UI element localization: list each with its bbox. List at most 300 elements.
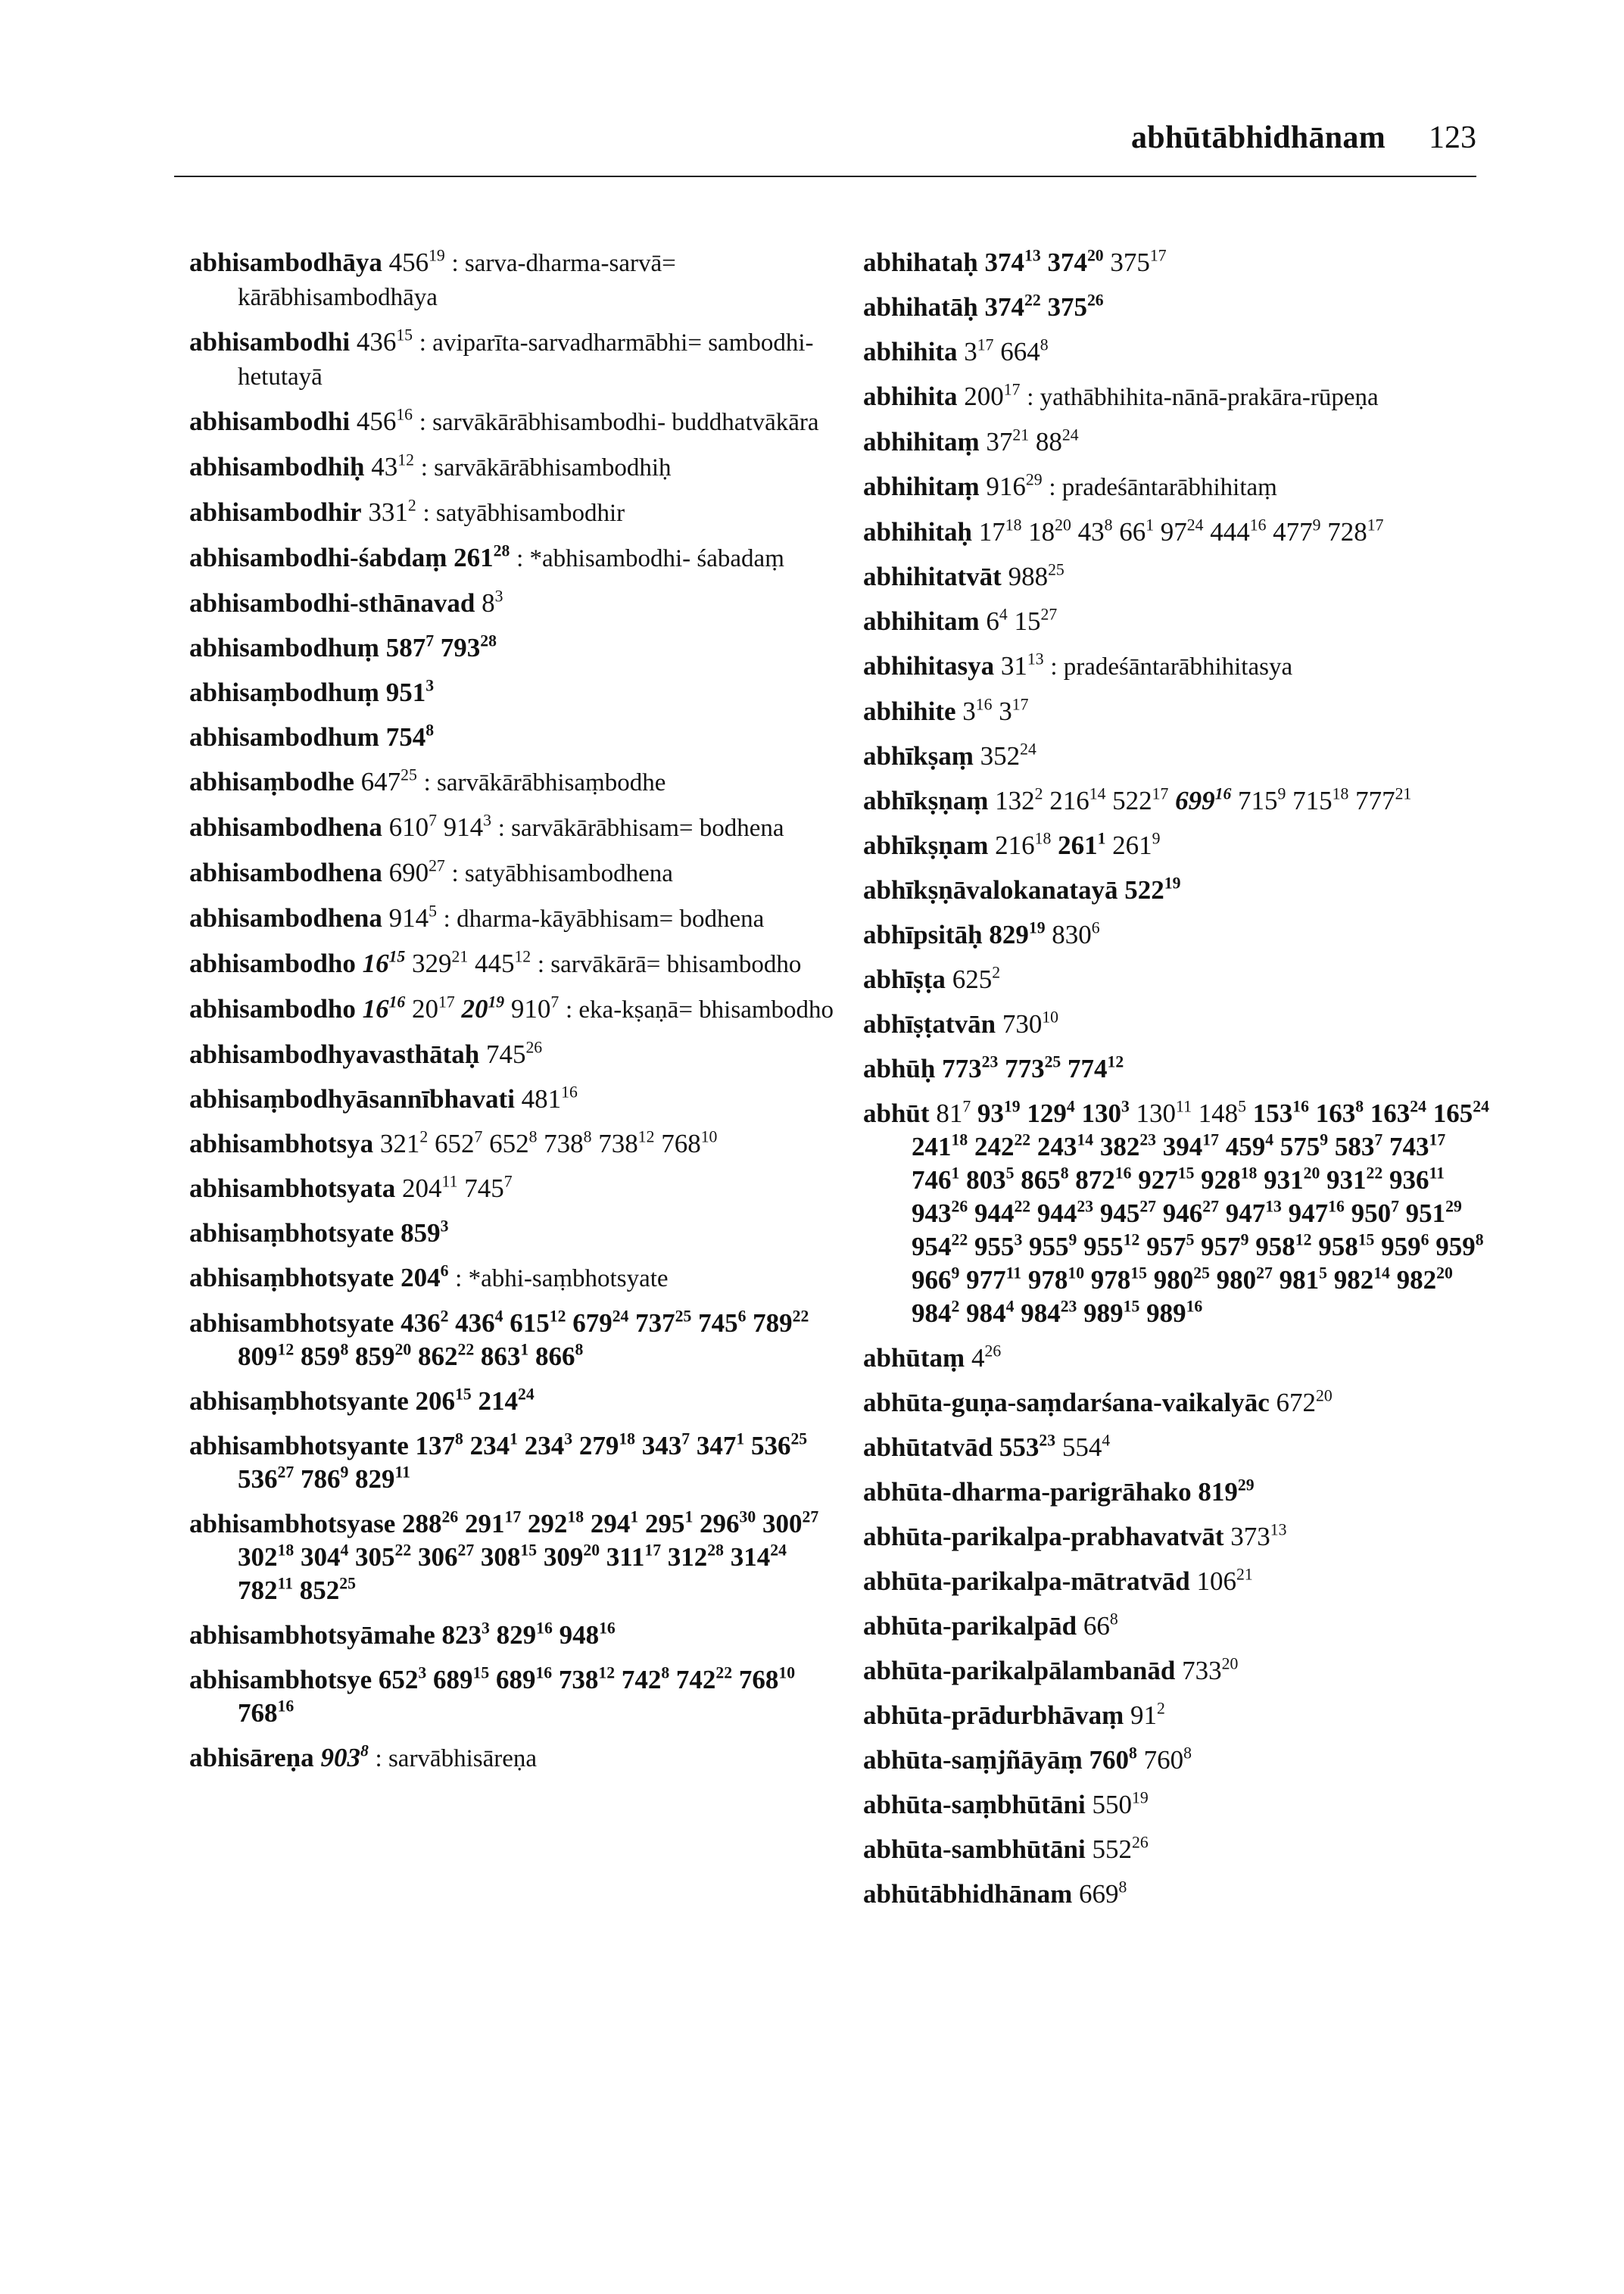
entry-headword: abhihataḥ	[863, 248, 978, 277]
page-reference	[1075, 1165, 1131, 1195]
ref-page: 81	[936, 1099, 963, 1128]
ref-page: 261	[1112, 831, 1152, 860]
index-column-right	[863, 246, 1492, 1922]
ref-page: 4	[971, 1343, 985, 1373]
entry-headword: abhihitam	[863, 606, 980, 636]
ref-line: 4	[340, 1541, 349, 1560]
page-reference	[980, 741, 1036, 771]
page-reference	[1210, 517, 1266, 547]
ref-line: 7	[1391, 1197, 1399, 1216]
ref-line: 2	[407, 496, 416, 515]
page-reference	[985, 248, 1041, 277]
index-entry	[863, 1788, 1492, 1822]
ref-page: 982	[1396, 1265, 1437, 1295]
page-reference	[1217, 1265, 1273, 1295]
ref-line: 24	[1186, 516, 1204, 535]
entry-gloss: : pradeśāntarābhihitasya	[1050, 653, 1293, 681]
page-reference	[444, 812, 491, 842]
ref-page: 773	[942, 1054, 982, 1083]
page-reference	[433, 1665, 489, 1694]
index-entry	[863, 1476, 1492, 1509]
ref-line: 27	[429, 856, 445, 875]
ref-line: 7	[429, 811, 437, 830]
index-entry	[863, 1520, 1492, 1554]
page-reference	[511, 994, 559, 1024]
ref-page: 945	[1099, 1198, 1140, 1228]
ref-page: 20	[461, 994, 488, 1024]
index-entry	[189, 246, 840, 314]
ref-line: 19	[1164, 874, 1181, 893]
ref-page: 374	[984, 248, 1024, 277]
ref-line: 16	[1292, 1097, 1309, 1116]
ref-page: 216	[995, 831, 1035, 860]
page-reference	[974, 1132, 1030, 1161]
ref-line: 19	[1003, 1097, 1021, 1116]
ref-page: 652	[489, 1129, 529, 1158]
page-reference	[1029, 1232, 1077, 1261]
ref-line: 5	[1005, 1164, 1015, 1183]
page-reference	[371, 452, 414, 482]
page-reference	[544, 1542, 600, 1572]
ref-page: 241	[912, 1132, 952, 1161]
page-reference	[1280, 1132, 1328, 1161]
page-reference	[412, 994, 455, 1024]
entry-gloss: : *abhisambodhi- śabadaṃ	[516, 545, 784, 572]
ref-line: 25	[675, 1307, 692, 1326]
ref-page: 625	[952, 965, 993, 994]
entry-headword: abhisambodhena	[189, 812, 382, 842]
page-reference	[1397, 1265, 1453, 1295]
ref-page: 988	[1008, 562, 1049, 591]
ref-page: 950	[1351, 1198, 1392, 1228]
ref-page: 610	[388, 812, 429, 842]
page-reference	[912, 1132, 968, 1161]
ref-page: 296	[700, 1509, 740, 1538]
page-reference	[559, 1665, 615, 1694]
page-reference	[1238, 786, 1286, 815]
ref-line: 24	[770, 1541, 787, 1560]
ref-line: 5	[1238, 1097, 1247, 1116]
ref-page: 679	[572, 1308, 613, 1338]
page-reference	[606, 1542, 661, 1572]
ref-line: 17	[1152, 784, 1169, 803]
page-reference	[1028, 1265, 1084, 1295]
index-entry	[189, 902, 840, 936]
ref-line: 6	[1420, 1230, 1429, 1249]
index-entry	[189, 811, 840, 845]
page-reference	[1198, 1477, 1254, 1507]
index-entry	[189, 405, 840, 439]
index-entry	[863, 874, 1492, 907]
index-entry	[863, 1878, 1492, 1911]
ref-line: 27	[1202, 1197, 1219, 1216]
ref-page: 343	[641, 1431, 682, 1460]
ref-line: 27	[1139, 1197, 1156, 1216]
page-reference	[698, 1308, 746, 1338]
ref-line: 25	[1044, 1052, 1061, 1071]
page-reference	[1318, 1232, 1374, 1261]
page-reference	[510, 1308, 566, 1338]
index-entry	[863, 246, 1492, 279]
ref-page: 947	[1288, 1198, 1329, 1228]
entry-headword: abhihitaṃ	[863, 472, 980, 501]
ref-page: 936	[1389, 1165, 1429, 1195]
page-reference	[635, 1308, 691, 1338]
ref-line: 18	[619, 1429, 636, 1448]
page-reference	[995, 831, 1051, 860]
index-entry	[863, 1008, 1492, 1041]
entry-gloss: : eka-kṣaṇā= bhisambodho	[565, 996, 834, 1024]
ref-page: 261	[1058, 831, 1098, 860]
ref-page: 786	[300, 1464, 341, 1494]
page-reference	[986, 606, 1007, 636]
ref-line: 23	[1139, 1130, 1156, 1149]
ref-page: 959	[1381, 1232, 1421, 1261]
ref-page: 306	[417, 1542, 458, 1572]
ref-line: 18	[1332, 784, 1349, 803]
index-entry	[863, 740, 1492, 773]
ref-page: 647	[360, 767, 401, 796]
entry-headword: abhisambodhir	[189, 497, 362, 527]
index-entry	[189, 1663, 840, 1730]
ref-line: 7	[425, 631, 435, 650]
ref-page: 132	[995, 786, 1035, 815]
ref-line: 12	[598, 1663, 616, 1682]
ref-line: 24	[1061, 425, 1079, 444]
entry-headword: abhisambodhāya	[189, 248, 382, 277]
page-reference	[1199, 1099, 1246, 1128]
index-entry	[863, 1342, 1492, 1375]
entry-gloss: : sarvābhisāreṇa	[375, 1745, 538, 1772]
ref-line: 16	[1214, 784, 1232, 803]
ref-page: 728	[1327, 517, 1367, 547]
ref-line: 29	[1237, 1476, 1255, 1495]
page-reference	[912, 1198, 968, 1228]
ref-page: 745	[698, 1308, 738, 1338]
page-reference	[622, 1665, 669, 1694]
ref-line: 8	[455, 1429, 463, 1448]
ref-page: 829	[355, 1464, 395, 1494]
page-reference	[464, 1173, 512, 1203]
index-entry	[863, 516, 1492, 549]
ref-page: 957	[1201, 1232, 1241, 1261]
ref-line: 17	[1202, 1130, 1219, 1149]
ref-page: 865	[1021, 1165, 1061, 1195]
page-reference	[300, 1576, 356, 1605]
ref-line: 4	[999, 605, 1008, 624]
ref-page: 782	[238, 1576, 278, 1605]
ref-line: 16	[388, 993, 406, 1011]
index-column-left	[189, 246, 840, 1787]
ref-line: 9	[1277, 784, 1286, 803]
page-reference	[1273, 517, 1320, 547]
page-reference	[700, 1509, 756, 1538]
page-reference	[995, 786, 1043, 815]
ref-page: 910	[510, 994, 551, 1024]
entry-gloss: : satyābhisambodhena	[451, 860, 673, 887]
ref-page: 955	[1083, 1232, 1124, 1261]
ref-line: 22	[1014, 1130, 1031, 1149]
ref-line: 21	[1236, 1565, 1253, 1584]
page-reference	[497, 1620, 553, 1650]
page-reference	[1253, 1099, 1309, 1128]
ref-page: 984	[912, 1298, 952, 1328]
ref-page: 16	[362, 994, 389, 1024]
entry-headword: abhūtatvād	[863, 1432, 993, 1462]
ref-line: 7	[962, 1097, 971, 1116]
page-reference	[489, 1129, 537, 1158]
page-reference	[676, 1665, 732, 1694]
ref-page: 321	[379, 1129, 420, 1158]
ref-page: 536	[238, 1464, 278, 1494]
entry-headword: abhūta-parikalpālambanād	[863, 1656, 1176, 1685]
entry-headword: abhisambodhena	[189, 858, 382, 887]
page-reference	[238, 1342, 294, 1371]
entry-headword: abhisaṃbhotsyate	[189, 1218, 394, 1248]
entry-headword: abhisaṃbodhuṃ	[189, 678, 379, 707]
ref-page: 554	[1061, 1432, 1102, 1462]
ref-line: 22	[951, 1230, 968, 1249]
page-reference	[416, 1431, 463, 1460]
entry-headword: abhisambodhiḥ	[189, 452, 365, 482]
entry-gloss: : sarvākārā= bhisambodho	[537, 951, 802, 978]
page-reference	[1062, 1432, 1110, 1462]
ref-line: 18	[1240, 1164, 1258, 1183]
ref-page: 715	[1238, 786, 1278, 815]
entry-headword: abhīkṣṇaṃ	[863, 786, 989, 815]
entry-headword: abhīkṣṇāvalokanatayā	[863, 875, 1118, 905]
page-reference	[1110, 248, 1166, 277]
ref-line: 11	[1176, 1097, 1192, 1116]
ref-line: 1	[1146, 516, 1155, 535]
ref-page: 859	[300, 1342, 341, 1371]
ref-page: 768	[238, 1698, 278, 1728]
ref-page: 745	[485, 1039, 526, 1069]
ref-line: 13	[1024, 246, 1041, 265]
page-reference	[1027, 1099, 1074, 1128]
page-reference	[1058, 831, 1105, 860]
page-reference	[1068, 1054, 1124, 1083]
page-reference	[418, 1542, 474, 1572]
ref-line: 8	[360, 1741, 369, 1760]
page-reference	[1389, 1165, 1445, 1195]
page-reference	[1163, 1132, 1219, 1161]
page-reference	[1037, 1198, 1093, 1228]
entry-headword: abhisambhotsye	[189, 1665, 372, 1694]
ref-page: 981	[1279, 1265, 1320, 1295]
ref-line: 8	[1355, 1097, 1364, 1116]
index-entry	[863, 1052, 1492, 1086]
ref-page: 931	[1326, 1165, 1367, 1195]
ref-line: 3	[494, 587, 503, 606]
entry-headword: abhisambodhi	[189, 407, 351, 436]
page-reference	[966, 1298, 1014, 1328]
ref-line: 4	[1102, 1431, 1111, 1450]
ref-line: 19	[429, 246, 445, 265]
page-reference	[1351, 1198, 1399, 1228]
ref-line: 26	[1086, 291, 1104, 310]
ref-line: 26	[984, 1342, 1002, 1361]
ref-page: 375	[1047, 292, 1087, 322]
ref-page: 445	[474, 949, 515, 978]
page-reference	[999, 697, 1028, 726]
entry-headword: abhihitaṃ	[863, 427, 980, 457]
ref-page: 699	[1175, 786, 1215, 815]
page-reference	[1138, 1165, 1194, 1195]
entry-headword: abhisambodho	[189, 949, 356, 978]
page-reference	[454, 543, 510, 572]
ref-line: 11	[277, 1574, 293, 1593]
page-reference	[1335, 1132, 1382, 1161]
page-reference	[1083, 1298, 1139, 1328]
ref-line: 15	[472, 1663, 490, 1682]
ref-line: 12	[1295, 1230, 1312, 1249]
ref-line: 23	[1077, 1197, 1094, 1216]
ref-page: 444	[1210, 517, 1250, 547]
page-reference	[1005, 1054, 1061, 1083]
entry-headword: abhūtaṃ	[863, 1343, 965, 1373]
page-reference	[1161, 517, 1204, 547]
ref-page: 823	[441, 1620, 482, 1650]
entry-headword: abhūta-saṃjñāyāṃ	[863, 1745, 1083, 1775]
ref-line: 27	[802, 1507, 819, 1526]
page-reference	[1136, 1099, 1192, 1128]
page-reference	[402, 1173, 457, 1203]
entry-headword: abhisambhotsyase	[189, 1509, 396, 1538]
ref-page: 754	[385, 722, 426, 752]
entry-headword: abhūt	[863, 1099, 930, 1128]
page-reference	[560, 1620, 616, 1650]
page-reference	[482, 588, 503, 618]
page-reference	[522, 1084, 578, 1114]
page-reference	[389, 812, 437, 842]
ref-line: 20	[1303, 1164, 1320, 1183]
page-reference	[1124, 875, 1180, 905]
ref-line: 1	[520, 1340, 529, 1359]
ref-line: 15	[1123, 1297, 1140, 1316]
ref-page: 768	[738, 1665, 779, 1694]
page-reference	[355, 1464, 410, 1494]
ref-page: 294	[590, 1509, 631, 1538]
ref-page: 88	[1035, 427, 1062, 457]
entry-headword: abhisambodhuṃ	[189, 633, 379, 662]
page-reference	[1435, 1232, 1483, 1261]
ref-line: 12	[1107, 1052, 1124, 1071]
ref-page: 803	[966, 1165, 1006, 1195]
ref-page: 3	[964, 337, 977, 366]
index-entry	[863, 470, 1492, 504]
ref-page: 163	[1315, 1099, 1356, 1128]
page-reference	[525, 1431, 572, 1460]
entry-headword: abhisambodhi-śabdaṃ	[189, 543, 447, 572]
page-reference	[697, 1431, 744, 1460]
index-entry	[189, 1385, 840, 1418]
page-reference	[1002, 1009, 1058, 1039]
ref-page: 436	[455, 1308, 495, 1338]
page-reference	[357, 407, 413, 436]
ref-page: 737	[635, 1308, 675, 1338]
ref-page: 93	[977, 1099, 1004, 1128]
ref-page: 481	[521, 1084, 562, 1114]
index-entry	[863, 829, 1492, 862]
page-reference	[977, 1099, 1021, 1128]
index-entry	[863, 1744, 1492, 1777]
index-entry	[189, 631, 840, 665]
page-reference	[1175, 786, 1231, 815]
ref-page: 958	[1255, 1232, 1295, 1261]
ref-line: 28	[707, 1541, 724, 1560]
ref-line: 1	[951, 1164, 960, 1183]
ref-line: 20	[1055, 516, 1071, 535]
ref-page: 793	[440, 633, 481, 662]
ref-page: 374	[984, 292, 1024, 322]
index-entry	[863, 605, 1492, 638]
ref-page: 958	[1318, 1232, 1358, 1261]
ref-page: 863	[480, 1342, 521, 1371]
index-entry	[863, 695, 1492, 728]
page-reference	[1201, 1165, 1257, 1195]
ref-line: 8	[1060, 1164, 1069, 1183]
entry-headword: abhūtābhidhānam	[863, 1879, 1073, 1909]
ref-line: 16	[975, 695, 993, 714]
ref-page: 347	[696, 1431, 737, 1460]
ref-page: 927	[1138, 1165, 1178, 1195]
ref-page: 977	[966, 1265, 1006, 1295]
ref-page: 436	[356, 327, 397, 357]
page-reference	[1015, 606, 1058, 636]
ref-line: 6	[440, 1261, 449, 1280]
ref-page: 66	[1119, 517, 1146, 547]
page-reference	[912, 1165, 959, 1195]
ref-line: 2	[419, 1127, 429, 1146]
ref-page: 587	[385, 633, 426, 662]
ref-line: 13	[1027, 650, 1044, 669]
ref-line: 22	[715, 1663, 733, 1682]
ref-page: 106	[1196, 1566, 1236, 1596]
ref-line: 12	[514, 947, 531, 966]
page-reference	[1036, 427, 1079, 457]
page-reference	[1100, 1132, 1156, 1161]
ref-page: 689	[495, 1665, 536, 1694]
page-reference	[1047, 248, 1103, 277]
ref-page: 352	[980, 741, 1021, 771]
entry-headword: abhihite	[863, 697, 956, 726]
ref-page: 550	[1092, 1790, 1132, 1819]
ref-page: 777	[1355, 786, 1395, 815]
ref-page: 8	[482, 588, 495, 618]
ref-line: 3	[425, 676, 435, 695]
ref-line: 7	[681, 1429, 690, 1448]
ref-line: 20	[1436, 1264, 1453, 1283]
page-reference	[380, 1129, 428, 1158]
ref-page: 914	[443, 812, 484, 842]
ref-page: 16	[362, 949, 389, 978]
ref-line: 16	[536, 1619, 553, 1638]
page-reference	[386, 722, 434, 752]
ref-line: 26	[441, 1507, 459, 1526]
ref-line: 20	[1316, 1386, 1333, 1405]
ref-page: 3	[962, 697, 976, 726]
ref-page: 664	[1000, 337, 1040, 366]
ref-page: 382	[1099, 1132, 1140, 1161]
page-reference	[1226, 1132, 1273, 1161]
ref-line: 3	[1121, 1097, 1130, 1116]
entry-headword: abhisambhotsyāmahe	[189, 1620, 435, 1650]
page-reference	[1292, 786, 1348, 815]
ref-page: 829	[989, 920, 1029, 949]
index-entry	[189, 1619, 840, 1652]
ref-line: 27	[277, 1463, 295, 1482]
